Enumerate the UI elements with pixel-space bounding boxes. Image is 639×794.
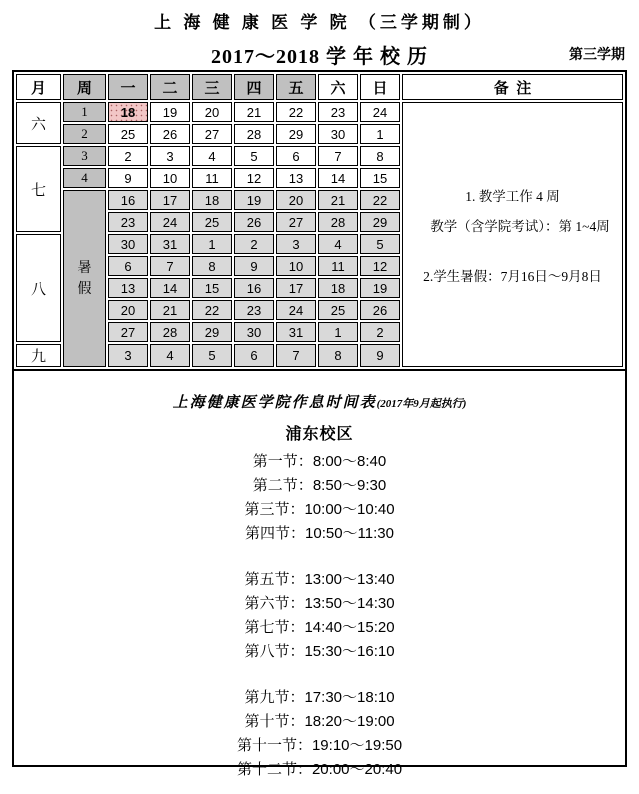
weekday-header: 四 — [234, 74, 274, 100]
calendar-table — [14, 72, 625, 369]
period-label: 第十一节： — [236, 738, 312, 754]
period-group — [14, 568, 625, 664]
day-cell: 2 — [234, 234, 274, 254]
weekday-header: 五 — [276, 74, 316, 100]
note-line: 教学（含学院考试）：第 1~4周 — [430, 218, 610, 234]
day-cell: 20 — [192, 102, 232, 122]
period-label: 第三节： — [244, 502, 305, 518]
period-line — [14, 522, 625, 546]
day-cell: 24 — [360, 102, 400, 122]
period-label: 第五节： — [244, 572, 305, 588]
day-cell: 6 — [276, 146, 316, 166]
day-cell: 25 — [108, 124, 148, 144]
period-label: 第一节： — [252, 454, 313, 470]
timetable-section — [14, 369, 625, 778]
period-line — [14, 640, 625, 664]
day-cell: 24 — [150, 212, 190, 232]
day-cell: 1 — [192, 234, 232, 254]
day-cell: 23 — [108, 212, 148, 232]
day-cell: 5 — [360, 234, 400, 254]
day-cell: 15 — [192, 278, 232, 298]
period-time: 20:00～20:40 — [311, 761, 403, 778]
vacation-label-char: 暑 — [77, 260, 92, 276]
day-cell: 3 — [108, 344, 148, 367]
day-cell: 9 — [108, 168, 148, 188]
period-time: 13:00～13:40 — [304, 571, 395, 588]
period-time: 8:00～8:40 — [312, 453, 387, 470]
note-line: 2.学生暑假：7月16日～9月8日 — [423, 268, 602, 284]
day-cell: 4 — [192, 146, 232, 166]
day-cell: 13 — [108, 278, 148, 298]
day-cell: 21 — [150, 300, 190, 320]
period-time: 8:50～9:30 — [312, 477, 387, 494]
day-cell: 14 — [150, 278, 190, 298]
day-cell: 7 — [276, 344, 316, 367]
day-cell: 8 — [192, 256, 232, 276]
day-cell: 5 — [234, 146, 274, 166]
day-cell: 23 — [234, 300, 274, 320]
day-cell: 12 — [360, 256, 400, 276]
day-cell: 21 — [234, 102, 274, 122]
calendar-row — [16, 102, 623, 122]
period-label: 第四节： — [245, 526, 306, 542]
subtitle-row — [12, 40, 627, 66]
day-cell: 22 — [360, 190, 400, 210]
month-cell: 八 — [16, 234, 61, 342]
period-group — [14, 450, 625, 546]
day-cell: 8 — [360, 146, 400, 166]
period-label: 第八节： — [244, 644, 305, 660]
day-cell: 2 — [360, 322, 400, 342]
day-cell: 28 — [150, 322, 190, 342]
day-cell: 19 — [234, 190, 274, 210]
day-cell: 4 — [150, 344, 190, 367]
day-cell: 30 — [234, 322, 274, 342]
period-line — [14, 498, 625, 522]
period-label: 第二节： — [252, 478, 313, 494]
period-label: 第九节： — [244, 690, 305, 706]
day-cell: 25 — [192, 212, 232, 232]
weekday-header: 一 — [108, 74, 148, 100]
day-cell: 7 — [318, 146, 358, 166]
period-line — [14, 734, 625, 758]
weekday-header: 日 — [360, 74, 400, 100]
highlighted-day-cell: 18 — [108, 102, 148, 122]
day-cell: 27 — [276, 212, 316, 232]
day-cell: 6 — [108, 256, 148, 276]
notes-column-header: 备 注 — [402, 74, 623, 100]
day-cell: 19 — [360, 278, 400, 298]
day-cell: 26 — [360, 300, 400, 320]
period-line — [14, 616, 625, 640]
day-cell: 11 — [318, 256, 358, 276]
period-line — [14, 686, 625, 710]
week-column-header: 周 — [63, 74, 106, 100]
weekday-header: 六 — [318, 74, 358, 100]
period-line — [14, 450, 625, 474]
day-cell: 5 — [192, 344, 232, 367]
timetable-title-note: (2017年9月起执行) — [376, 398, 467, 410]
period-time: 10:00～10:40 — [304, 501, 395, 518]
period-label: 第六节： — [244, 596, 305, 612]
day-cell: 26 — [150, 124, 190, 144]
timetable-periods — [14, 450, 625, 782]
day-cell: 26 — [234, 212, 274, 232]
day-cell: 30 — [318, 124, 358, 144]
day-cell: 9 — [360, 344, 400, 367]
week-number-cell: 3 — [63, 146, 106, 166]
day-cell: 13 — [276, 168, 316, 188]
period-time: 10:50～11:30 — [305, 525, 394, 542]
period-time: 19:10～19:50 — [311, 737, 403, 754]
day-cell: 23 — [318, 102, 358, 122]
day-cell: 24 — [276, 300, 316, 320]
week-number-cell: 4 — [63, 168, 106, 188]
day-cell: 4 — [318, 234, 358, 254]
period-label: 第十二节： — [236, 762, 312, 778]
timetable-title — [14, 391, 625, 412]
note-line: 1. 教学工作 4 周 — [465, 188, 560, 204]
day-cell: 19 — [150, 102, 190, 122]
day-cell: 15 — [360, 168, 400, 188]
day-cell: 21 — [318, 190, 358, 210]
timetable-title-text: 上海健康医学院作息时间表 — [172, 395, 377, 411]
calendar-sheet — [12, 70, 627, 778]
day-cell: 1 — [318, 322, 358, 342]
month-column-header: 月 — [16, 74, 61, 100]
day-cell: 29 — [192, 322, 232, 342]
academic-year-title: 2017～2018 学 年 校 历 — [211, 46, 428, 68]
period-time: 18:20～19:00 — [304, 713, 395, 730]
day-cell: 10 — [150, 168, 190, 188]
day-cell: 25 — [318, 300, 358, 320]
day-cell: 22 — [192, 300, 232, 320]
school-title: 上 海 健 康 医 学 院 （三学期制） — [154, 13, 485, 32]
period-line — [14, 710, 625, 734]
notes-cell — [402, 102, 623, 367]
month-cell: 七 — [16, 146, 61, 232]
day-cell: 20 — [276, 190, 316, 210]
day-cell: 14 — [318, 168, 358, 188]
period-time: 14:40～15:20 — [304, 619, 395, 636]
day-cell: 20 — [108, 300, 148, 320]
weekday-header: 二 — [150, 74, 190, 100]
period-group — [14, 686, 625, 782]
week-number-cell: 2 — [63, 124, 106, 144]
day-cell: 31 — [276, 322, 316, 342]
day-cell: 29 — [276, 124, 316, 144]
day-cell: 28 — [318, 212, 358, 232]
day-cell: 6 — [234, 344, 274, 367]
period-line — [14, 592, 625, 616]
day-cell: 17 — [150, 190, 190, 210]
day-cell: 27 — [108, 322, 148, 342]
period-line — [14, 568, 625, 592]
day-cell: 17 — [276, 278, 316, 298]
day-cell: 31 — [150, 234, 190, 254]
day-cell: 10 — [276, 256, 316, 276]
weekday-header: 三 — [192, 74, 232, 100]
day-cell: 29 — [360, 212, 400, 232]
semester-label: 第三学期 — [569, 48, 625, 63]
period-label: 第十节： — [244, 714, 305, 730]
day-cell: 12 — [234, 168, 274, 188]
week-number-cell: 1 — [63, 102, 106, 122]
summer-vacation-cell — [63, 190, 106, 367]
day-cell: 27 — [192, 124, 232, 144]
day-cell: 16 — [108, 190, 148, 210]
month-cell: 九 — [16, 344, 61, 367]
day-cell: 28 — [234, 124, 274, 144]
period-time: 17:30～18:10 — [304, 689, 395, 706]
day-cell: 2 — [108, 146, 148, 166]
calendar-header-row — [16, 74, 623, 100]
period-line — [14, 758, 625, 782]
period-time: 15:30～16:10 — [304, 643, 395, 660]
period-line — [14, 474, 625, 498]
day-cell: 30 — [108, 234, 148, 254]
period-time: 13:50～14:30 — [304, 595, 395, 612]
day-cell: 22 — [276, 102, 316, 122]
day-cell: 7 — [150, 256, 190, 276]
vacation-label-char: 假 — [77, 281, 92, 297]
day-cell: 1 — [360, 124, 400, 144]
day-cell: 3 — [276, 234, 316, 254]
day-cell: 9 — [234, 256, 274, 276]
day-cell: 18 — [192, 190, 232, 210]
day-cell: 16 — [234, 278, 274, 298]
month-cell: 六 — [16, 102, 61, 144]
day-cell: 3 — [150, 146, 190, 166]
period-label: 第七节： — [244, 620, 305, 636]
campus-label: 浦东校区 — [285, 426, 354, 443]
day-cell: 18 — [318, 278, 358, 298]
day-cell: 8 — [318, 344, 358, 367]
day-cell: 11 — [192, 168, 232, 188]
